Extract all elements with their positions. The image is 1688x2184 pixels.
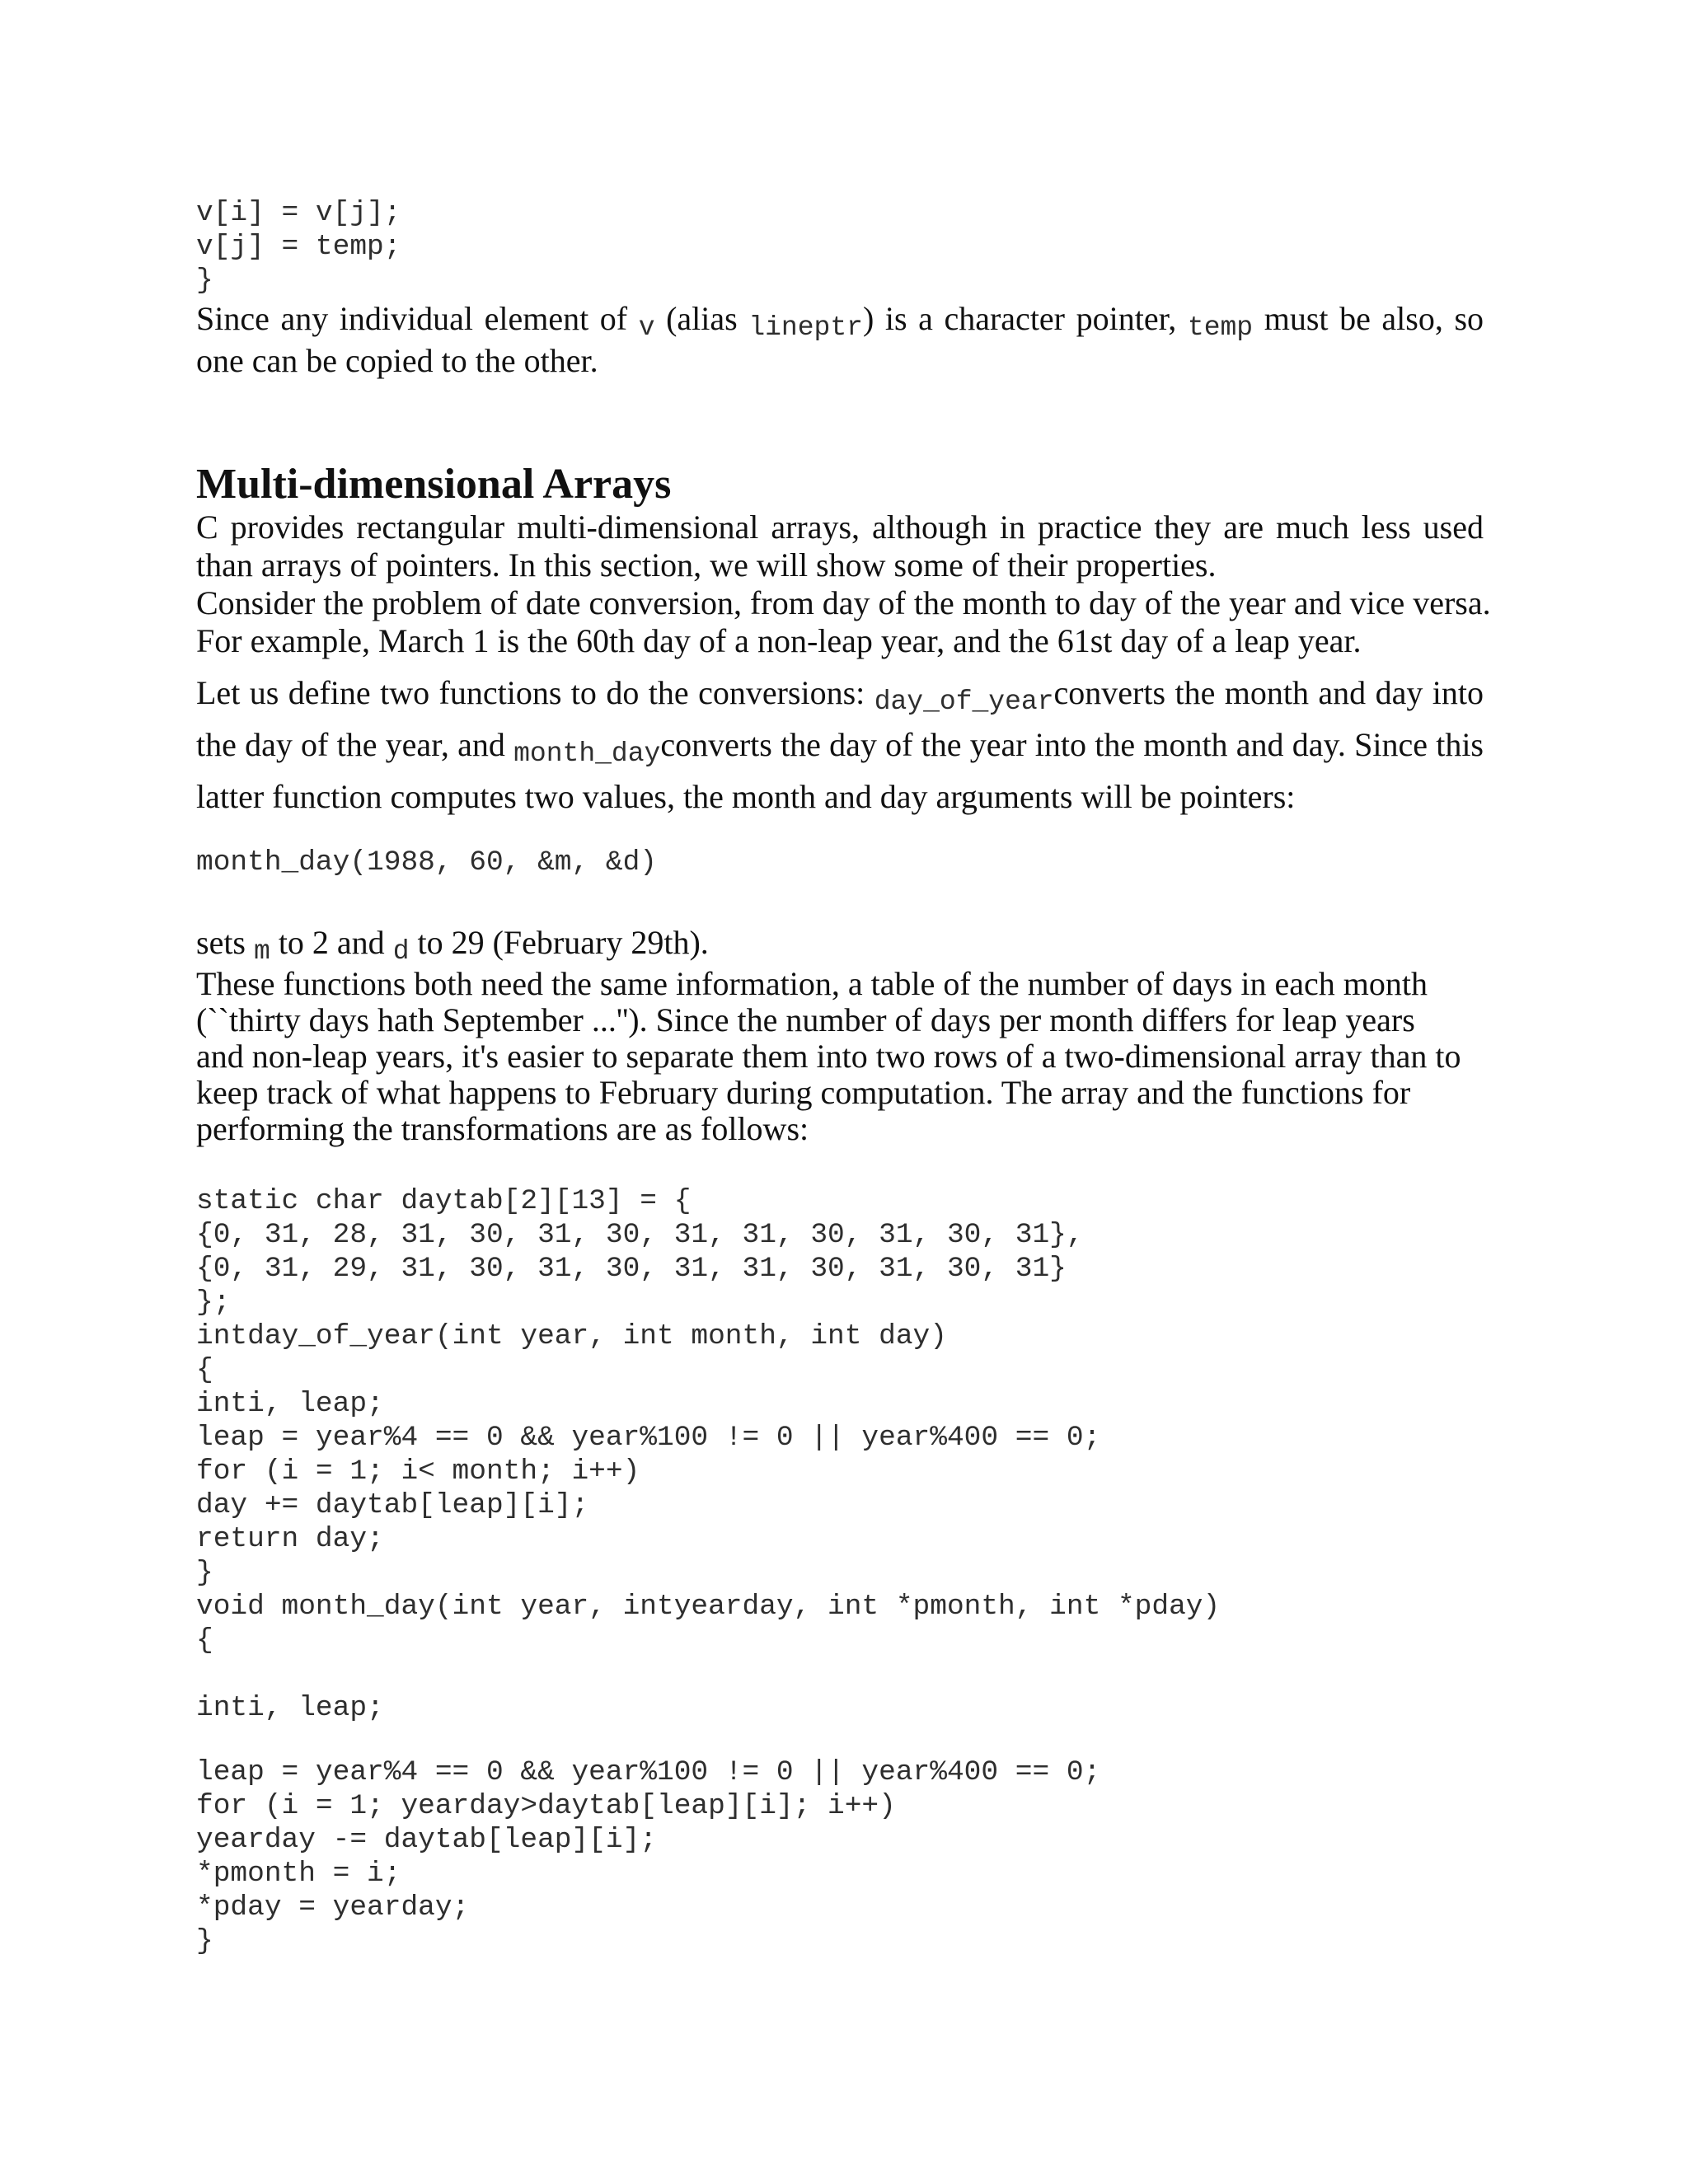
text: converts the month and day into the day of the year, and <box>196 674 1484 763</box>
code-line: day += daytab[leap][i]; <box>196 1489 589 1521</box>
inline-code: month_day <box>513 738 661 769</box>
paragraph-these-functions <box>196 966 1461 1147</box>
paragraph-define <box>196 669 1484 821</box>
section-heading: Multi-dimensional Arrays <box>196 461 672 508</box>
paragraph-sets <box>196 924 709 966</box>
code-line: yearday -= daytab[leap][i]; <box>196 1824 657 1856</box>
inline-code: lineptr <box>748 312 863 343</box>
paragraph-consider-line-2: For example, March 1 is the 60th day of a non-leap year, and the 61st day of a leap year. <box>196 622 1362 659</box>
paragraph-line: and non-leap years, it's easier to separate them into two rows of a two-dimensional array than to <box>196 1038 1461 1075</box>
code-line: *pmonth = i; <box>196 1858 401 1890</box>
text: (alias <box>654 300 749 337</box>
text: to 2 and <box>270 924 393 961</box>
code-line: intday_of_year(int year, int month, int day) <box>196 1320 947 1352</box>
code-line: } <box>196 1557 213 1589</box>
inline-code: day_of_year <box>874 687 1054 717</box>
paragraph-line: These functions both need the same information, a table of the number of days in each month <box>196 965 1428 1002</box>
text: ) is a character pointer, <box>862 300 1188 337</box>
code-line: inti, leap; <box>196 1388 384 1420</box>
code-call-example: month_day(1988, 60, &m, &d) <box>196 846 657 879</box>
paragraph-since <box>196 300 1484 380</box>
code-line: static char daytab[2][13] = { <box>196 1185 692 1217</box>
text: sets <box>196 924 254 961</box>
text: Let us define two functions to do the conversions: <box>196 674 874 711</box>
code-line: for (i = 1; i< month; i++) <box>196 1455 640 1488</box>
code-line: for (i = 1; yearday>daytab[leap][i]; i++) <box>196 1790 896 1822</box>
paragraph-line: performing the transformations are as follows: <box>196 1110 809 1147</box>
code-fragment-swap <box>196 196 401 298</box>
paragraph-intro: C provides rectangular multi-dimensional arrays, although in practice they are much less used than arrays of pointers. In this section, we will show some of their properties. <box>196 509 1484 583</box>
text: converts the day of the year into the month and day. Since this latter function computes two values, the month and day arguments will be pointers: <box>196 726 1484 815</box>
inline-code: d <box>392 936 410 967</box>
code-block-month-day-body <box>196 1755 1100 1958</box>
paragraph-consider-line-1: Consider the problem of date conversion, from day of the month to day of the year and vice versa. <box>196 584 1491 621</box>
code-line: {0, 31, 28, 31, 30, 31, 30, 31, 31, 30, 31, 30, 31}, <box>196 1219 1084 1251</box>
code-line: *pday = yearday; <box>196 1891 470 1924</box>
code-line: {0, 31, 29, 31, 30, 31, 30, 31, 31, 30, 31, 30, 31} <box>196 1253 1067 1285</box>
text: must be also, so one can be copied to the other. <box>196 300 1484 379</box>
paragraph-line: keep track of what happens to February during computation. The array and the functions for <box>196 1074 1411 1111</box>
code-block-daytab-functions <box>196 1184 1220 1657</box>
code-line: inti, leap; <box>196 1692 384 1724</box>
text: to 29 (February 29th). <box>409 924 709 961</box>
code-line: } <box>196 265 213 297</box>
code-line: { <box>196 1354 213 1386</box>
paragraph-line: (``thirty days hath September ...''). Since the number of days per month differs for leap years <box>196 1001 1415 1038</box>
inline-code: m <box>254 936 270 967</box>
inline-code: temp <box>1187 312 1254 343</box>
text: Since any individual element of <box>196 300 639 337</box>
code-line: } <box>196 1925 213 1957</box>
code-line: }; <box>196 1286 231 1319</box>
inline-code: v <box>638 312 655 343</box>
code-line: void month_day(int year, intyearday, int *pmonth, int *pday) <box>196 1591 1221 1623</box>
code-line: return day; <box>196 1523 384 1555</box>
code-line: leap = year%4 == 0 && year%100 != 0 || year%400 == 0; <box>196 1756 1101 1788</box>
code-line: v[j] = temp; <box>196 231 401 263</box>
code-line: leap = year%4 == 0 && year%100 != 0 || year%400 == 0; <box>196 1422 1101 1454</box>
code-line: v[i] = v[j]; <box>196 197 401 229</box>
code-line: { <box>196 1624 213 1657</box>
